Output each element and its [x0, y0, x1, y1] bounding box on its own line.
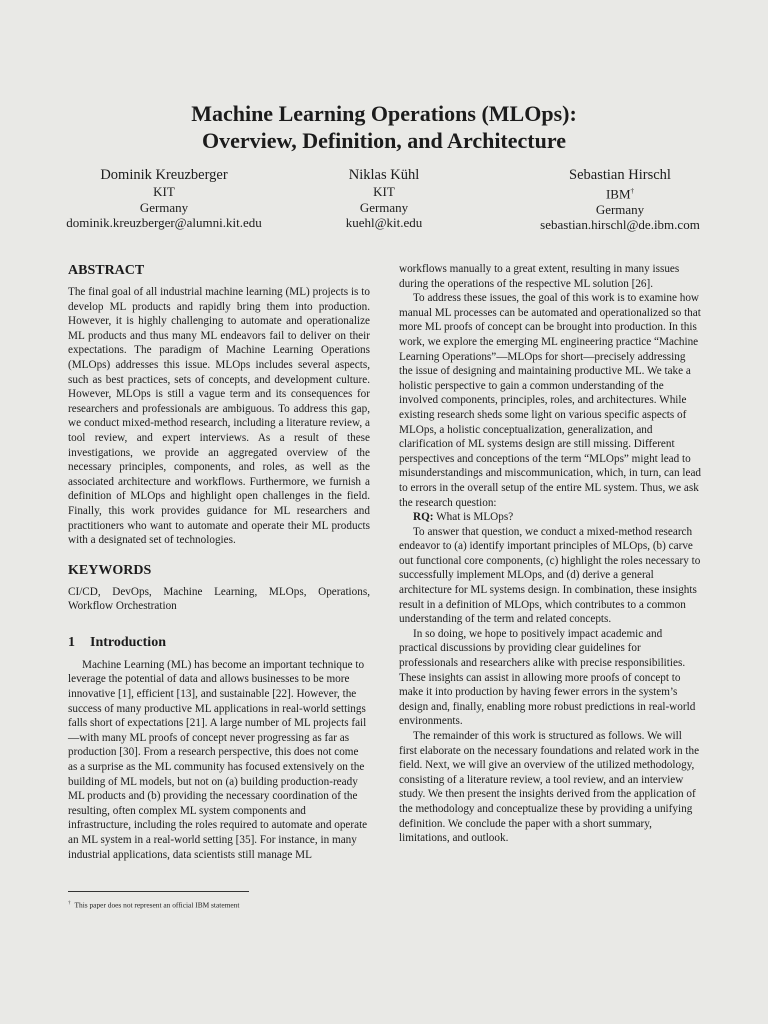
author-country: Germany — [139, 199, 189, 215]
paper-title — [0, 100, 768, 154]
section-title: Introduction — [90, 634, 166, 650]
author-email: kuehl@kit.edu — [345, 215, 423, 230]
continued-paragraph: workflows manually to a great extent, resulting in many issues during the operations of the respective ML solution [26]. — [399, 263, 680, 290]
author-block-hirschl — [515, 166, 725, 233]
introduction-paragraph-5: The remainder of this work is structured as follows. We will first elaborate on the necessary foundations and related work in the field. Next, we will give an overview of the utilized methodology, consisting of a literature review, a tool review, and an interview study. We then present the insights derived from the application of the methodology and conceptualize these by providing a unifying definition. We conclude the paper with a short summary, limitations, and outlook. — [399, 730, 700, 845]
author-affiliation: KIT — [373, 184, 395, 199]
title-line-1: Machine Learning Operations (MLOps): — [191, 101, 577, 126]
footnote — [68, 899, 248, 910]
section-number: 1 — [68, 634, 75, 650]
author-country: Germany — [359, 199, 409, 215]
author-affiliation: KIT — [153, 184, 175, 199]
author-block-kreuzberger — [58, 166, 270, 231]
introduction-paragraph-2: To address these issues, the goal of this work is to examine how manual ML processes can be automated and operationalized so that more ML proofs of concept can be brought into production. In this work, we explore the emerging ML engineering practice “Machine Learning Operations”—MLOps for short—precisely addressing the issue of designing and maintaining productive ML. We take a holistic perspective to gain a common understanding of the involved components, principles, roles, and architectures. While existing research sheds some light on various specific aspects of MLOps, a holistic conceptualization, generalization, and clarification of ML systems design are still missing. Different perspectives and conceptions of the term “MLOps” might lead to misunderstandings and miscommunication, which, in turn, can lead to errors in the overall setup of the entire ML system. Thus, we ask the research question: — [399, 292, 702, 509]
author-name: Sebastian Hirschl — [569, 167, 671, 183]
introduction-heading — [68, 634, 370, 652]
author-affiliation-line — [515, 184, 725, 202]
author-block-kuhl — [310, 166, 458, 231]
author-affiliation: IBM — [605, 186, 631, 202]
keywords-heading: KEYWORDS — [68, 562, 152, 578]
introduction-paragraph-3: To answer that question, we conduct a mixed-method research endeavor to (a) identify important principles of MLOps, (b) carve out functional core components, (c) highlight the roles necessary to successfully implement MLOps, and (d) derive a general architecture for ML systems design. In combination, these insights result in a definition of MLOps, which contributes to a common understanding of the term and related concepts. — [399, 525, 701, 626]
introduction-paragraph-1: Machine Learning (ML) has become an important technique to leverage the potential of data and allows businesses to be more innovative [1], efficient [13], and sustainable [22]. However, the success of many productive ML applications in real-world settings falls short of expectations [21]. A large number of ML projects fail—with many ML proofs of concept never progressing as far as production [30]. From a research perspective, this does not come as a surprise as the ML community has focused extensively on the building of ML models, but not on (a) building production-ready ML products and (b) providing the necessary coordination of the resulting, often complex ML system components and infrastructure, including the roles required to automate and operate an ML system in a real-world setting [35]. For instance, in many industrial applications, data scientists still manage ML — [68, 658, 368, 861]
left-column — [68, 262, 370, 862]
title-line-2: Overview, Definition, and Architecture — [202, 128, 566, 153]
footnote-mark: † — [68, 901, 71, 906]
rq-label: RQ: — [413, 511, 434, 524]
author-country: Germany — [595, 201, 645, 217]
author-email: dominik.kreuzberger@alumni.kit.edu — [66, 215, 262, 230]
affiliation-footnote-mark: † — [630, 187, 635, 195]
author-name: Dominik Kreuzberger — [100, 167, 228, 183]
footnote-text: This paper does not represent an official IBM statement — [74, 900, 240, 910]
introduction-paragraph-4: In so doing, we hope to positively impact academic and practical discussions by providing clear guidelines for professionals and researchers alike with precise responsibilities. These insights can assist in allowing more proofs of concept to make it into production by having fewer errors in the system’s design and, finally, enabling more robust predictions in real-world environments. — [399, 627, 696, 728]
research-question — [399, 510, 701, 525]
keywords-text: CI/CD, DevOps, Machine Learning, MLOps, Operations, Workflow Orchestration — [68, 585, 370, 613]
author-email: sebastian.hirschl@de.ibm.com — [540, 217, 700, 233]
abstract-heading: ABSTRACT — [68, 263, 145, 278]
author-name: Niklas Kühl — [348, 167, 420, 183]
right-column — [399, 262, 701, 846]
abstract-text: The final goal of all industrial machine learning (ML) projects is to develop ML products and rapidly bring them into production. However, it is highly challenging to automate and operationalize ML products and thus many ML endeavors fail to deliver on their expectations. The paradigm of Machine Learning Operations (MLOps) addresses this issue. MLOps includes several aspects, such as best practices, sets of concepts, and development culture. However, MLOps is still a vague term and its consequences for researchers and professionals are ambiguous. To address this gap, we conduct mixed-method research, including a literature review, a tool review, and expert interviews. As a result of these investigations, we provide an aggregated overview of the necessary principles, components, and roles, as well as the associated architecture and workflows. Furthermore, we furnish a definition of MLOps and highlight open challenges in the field. Finally, this work provides guidance for ML researchers and practitioners who want to automate and operate their ML products with a designated set of technologies. — [68, 286, 370, 547]
rq-text: What is MLOps? — [433, 511, 514, 524]
footnote-divider — [68, 891, 249, 892]
